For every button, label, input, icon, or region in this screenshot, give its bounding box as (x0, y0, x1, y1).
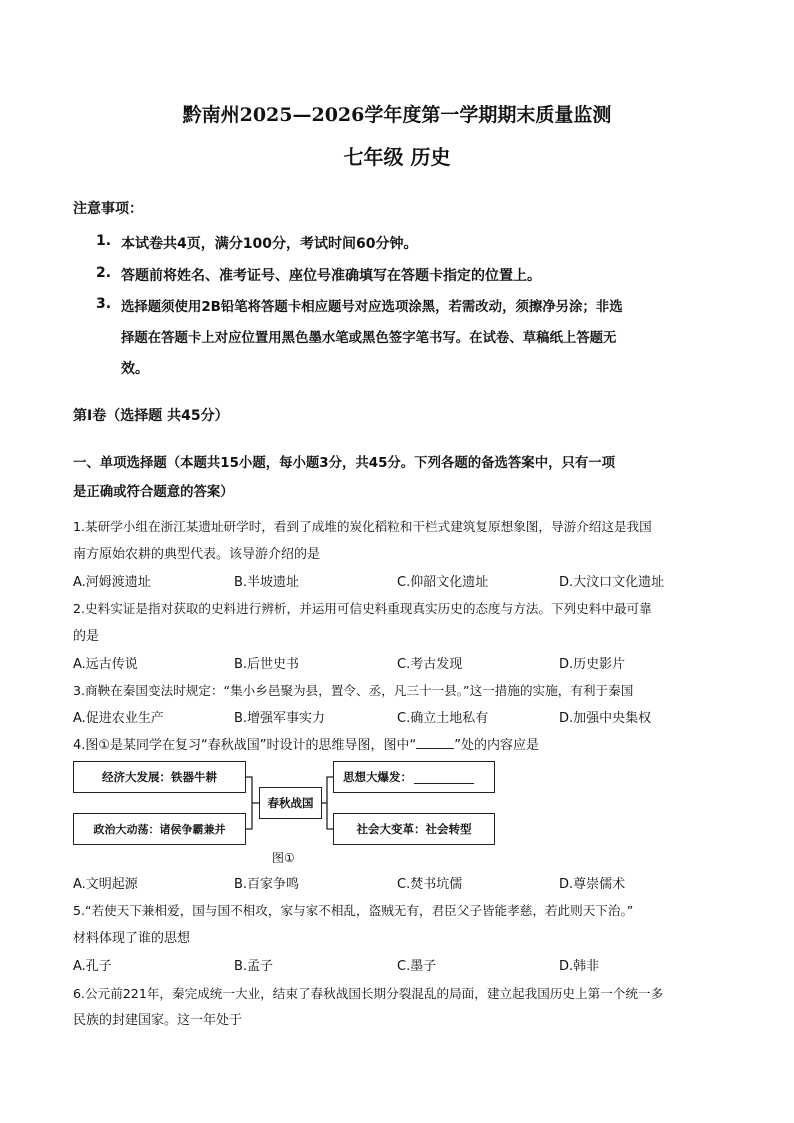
notice-item-3-line-3: 效。 (121, 361, 149, 377)
notice-item-2-text: 答题前将姓名、准考证号、座位号准确填写在答题卡指定的位置上。 (121, 268, 541, 284)
question-3-option-b[interactable]: B.增强军事实力 (234, 711, 326, 726)
section-heading-line-1: 一、单项选择题（本题共15小题，每小题3分，共45分。下列各题的备选答案中，只有一项 (73, 456, 616, 471)
question-2-line-2: 的是 (73, 629, 100, 644)
notice-item-2-num: 2. (96, 265, 112, 281)
question-6-line-1: 6.公元前221年，秦完成统一大业，结束了春秋战国长期分裂混乱的局面，建立起我国历史上第一个统一多 (73, 986, 664, 1001)
question-2-option-d[interactable]: D.历史影片 (559, 657, 626, 672)
mindmap-thought-label: 思想大爆发： (343, 770, 412, 784)
question-1-option-d[interactable]: D.大汶口文化遗址 (559, 575, 665, 590)
question-3-option-a[interactable]: A.促进农业生产 (73, 711, 164, 726)
mindmap-politics-box: 政治大动荡：诸侯争霸兼并 (73, 813, 246, 845)
mindmap-economy-box: 经济大发展：铁器牛耕 (73, 761, 246, 793)
question-3-option-d[interactable]: D.加强中央集权 (559, 711, 652, 726)
question-5-option-a[interactable]: A.孔子 (73, 959, 112, 974)
mindmap-center-box: 春秋战国 (259, 787, 322, 819)
notice-item-1-num: 1. (96, 233, 112, 249)
question-2-option-c[interactable]: C.考古发现 (397, 657, 463, 672)
question-3-line-1: 3.商鞅在秦国变法时规定：“集小乡邑聚为县，置令、丞，凡三十一县。”这一措施的实施，有利于秦国 (73, 683, 634, 698)
question-5-line-2: 材料体现了谁的思想 (73, 931, 191, 946)
notice-heading: 注意事项： (73, 201, 143, 217)
question-5-option-d[interactable]: D.韩非 (559, 959, 600, 974)
mindmap-thought-blank (414, 771, 474, 784)
question-4-option-d[interactable]: D.尊崇儒术 (559, 877, 626, 892)
exam-subtitle: 七年级 历史 (343, 145, 451, 169)
question-1-option-b[interactable]: B.半坡遗址 (234, 575, 300, 590)
question-5-option-b[interactable]: B.孟子 (234, 959, 274, 974)
question-4-stem-post: ”处的内容应是 (454, 738, 540, 753)
question-2-option-a[interactable]: A.远古传说 (73, 657, 138, 672)
question-4-stem-pre: 4.图①是某同学在复习“春秋战国”时设计的思维导图，图中“ (73, 738, 417, 753)
question-1-option-c[interactable]: C.仰韶文化遗址 (397, 575, 489, 590)
mindmap-caption: 图① (272, 851, 295, 865)
question-2-option-b[interactable]: B.后世史书 (234, 657, 300, 672)
question-5-option-c[interactable]: C.墨子 (397, 959, 437, 974)
exam-title: 黔南州2025—2026学年度第一学期期末质量监测 (182, 104, 612, 126)
question-2-line-1: 2.史料实证是指对获取的史料进行辨析，并运用可信史料重现真实历史的态度与方法。下列史料中最可靠 (73, 601, 652, 616)
mindmap-thought-box (333, 761, 495, 793)
question-3-option-c[interactable]: C.确立土地私有 (397, 711, 489, 726)
part-heading: 第Ⅰ卷（选择题 共45分） (73, 408, 229, 424)
notice-item-3-line-2: 择题在答题卡上对应位置用黑色墨水笔或黑色签字笔书写。在试卷、草稿纸上答题无 (121, 331, 617, 346)
question-1-option-a[interactable]: A.河姆渡遗址 (73, 575, 151, 590)
question-4-option-c[interactable]: C.焚书坑儒 (397, 877, 463, 892)
question-1-line-2: 南方原始农耕的典型代表。该导游介绍的是 (73, 547, 321, 562)
section-heading-line-2: 是正确或符合题意的答案） (73, 485, 234, 500)
question-4-option-a[interactable]: A.文明起源 (73, 877, 138, 892)
question-5-line-1: 5.“若使天下兼相爱，国与国不相攻，家与家不相乱，盗贼无有，君臣父子皆能孝慈，若此则天下治。” (73, 903, 634, 918)
notice-item-3-line-1: 选择题须使用2B铅笔将答题卡相应题号对应选项涂黑，若需改动，须擦净另涂；非选 (121, 300, 623, 315)
question-4-option-b[interactable]: B.百家争鸣 (234, 877, 300, 892)
mindmap-society-box: 社会大变革：社会转型 (333, 813, 495, 845)
question-6-line-2: 民族的封建国家。这一年处于 (73, 1013, 243, 1028)
notice-item-3-num: 3. (96, 296, 112, 312)
notice-item-1-text: 本试卷共4页，满分100分，考试时间60分钟。 (121, 236, 418, 252)
question-1-line-1: 1.某研学小组在浙江某遗址研学时，看到了成堆的炭化稻粒和干栏式建筑复原想象图，导游介绍这是我国 (73, 519, 652, 534)
